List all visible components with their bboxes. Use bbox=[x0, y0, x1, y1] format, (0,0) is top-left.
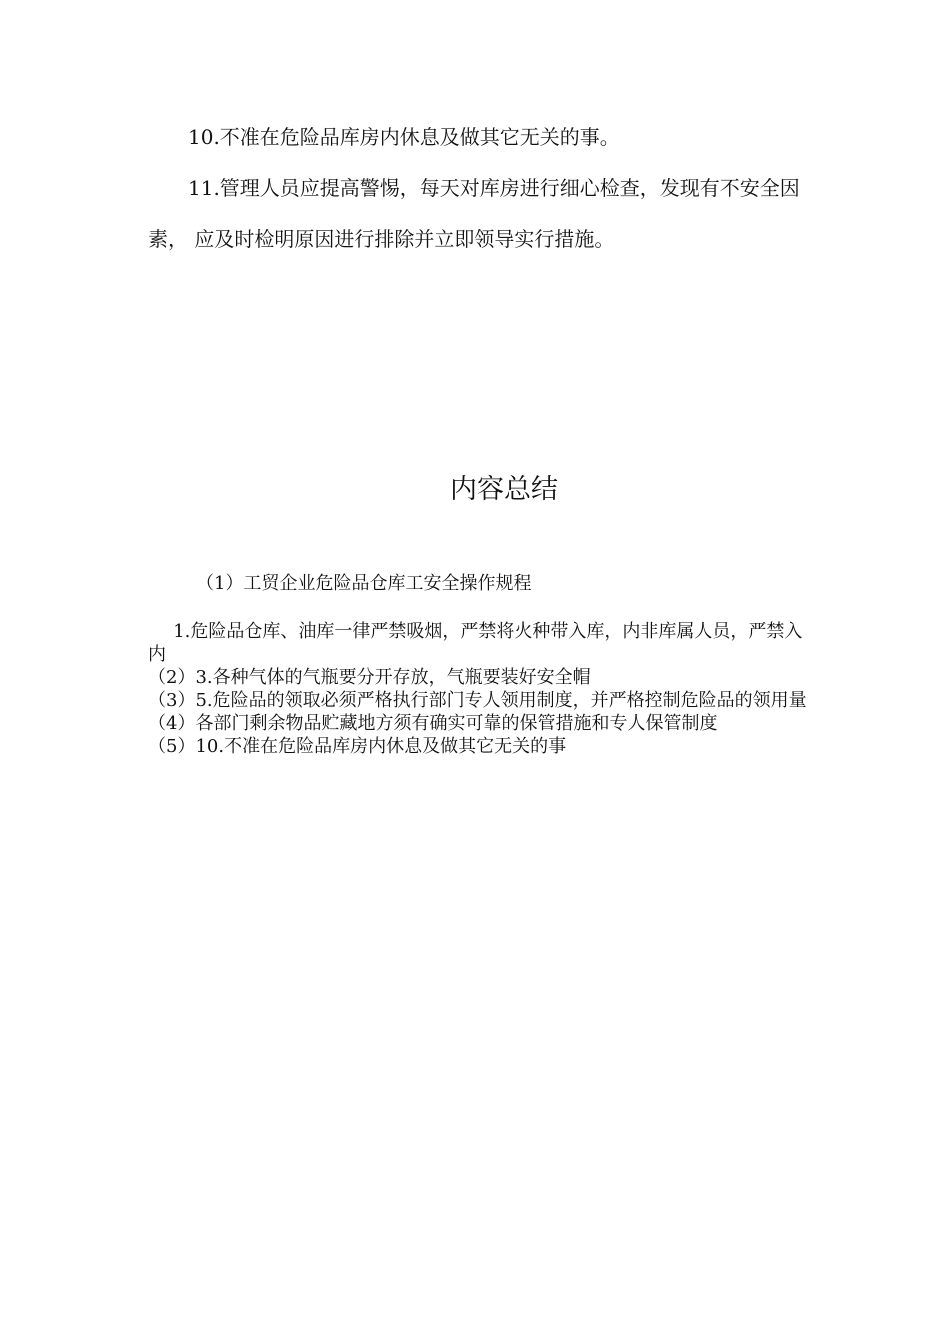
summary-subtitle: （1）工贸企业危险品仓库工安全操作规程 bbox=[196, 573, 532, 594]
summary-list bbox=[148, 620, 808, 758]
summary-title: 内容总结 bbox=[450, 474, 558, 505]
summary-item: 1.危险品仓库、油库一律严禁吸烟，严禁将火种带入库，内非库属人员，严禁入内 bbox=[148, 621, 803, 665]
summary-item: （3）5.危险品的领取必须严格执行部门专人领用制度，并严格控制危险品的领用量 bbox=[148, 690, 807, 711]
summary-item: （4）各部门剩余物品贮藏地方须有确实可靠的保管措施和专人保管制度 bbox=[148, 713, 718, 734]
paragraph-rule-11: 11.管理人员应提高警惕，每天对库房进行细心检查，发现有不安全因素， 应及时检明原因进行排除并立即领导实行措施。 bbox=[148, 176, 800, 251]
summary-item: （5）10.不准在危险品库房内休息及做其它无关的事 bbox=[148, 736, 567, 757]
summary-item: （2）3.各种气体的气瓶要分开存放，气瓶要装好安全帽 bbox=[148, 667, 591, 688]
paragraph-rule-10: 10.不准在危险品库房内休息及做其它无关的事。 bbox=[188, 125, 620, 149]
